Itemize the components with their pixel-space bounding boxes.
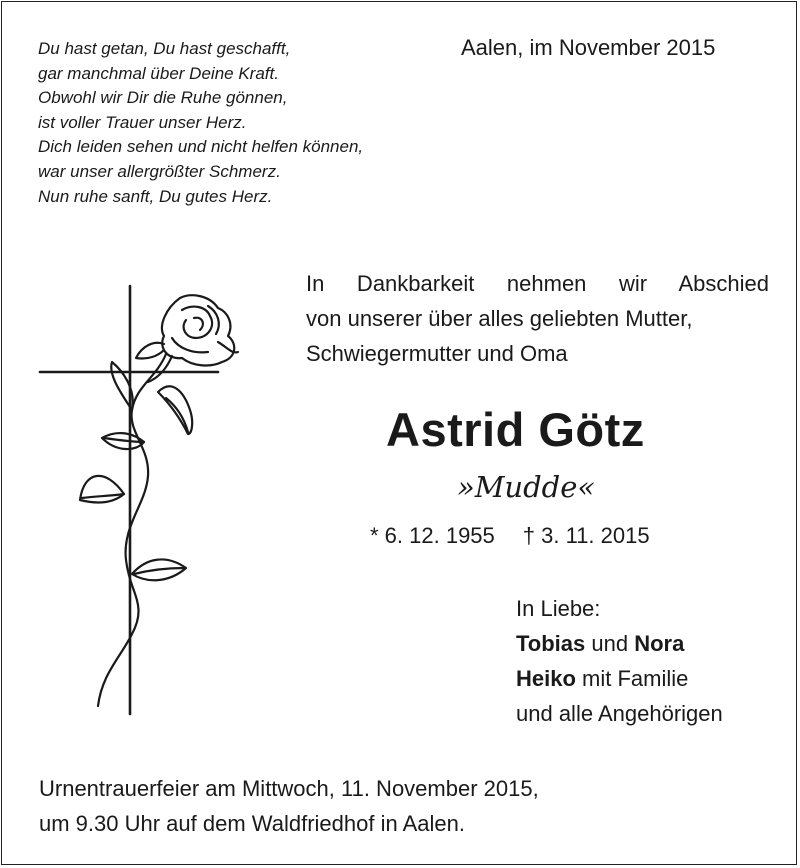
- intro-line: In Dankbarkeit nehmen wir Abschied: [306, 271, 769, 296]
- obituary-card: [1, 1, 797, 865]
- deceased-name: Astrid Götz: [386, 403, 645, 456]
- mourner-line: [516, 626, 723, 661]
- poem-line: ist voller Trauer unser Herz.: [38, 112, 247, 132]
- connector-text: und: [585, 631, 635, 656]
- intro-line: Schwiegermutter und Oma: [306, 341, 568, 366]
- place-and-date: Aalen, im November 2015: [461, 35, 716, 60]
- poem-line: war unser allergrößter Schmerz.: [38, 161, 281, 181]
- mourner-name: Nora: [634, 631, 685, 656]
- mourners-list: [516, 591, 723, 731]
- mourner-name: Tobias: [516, 631, 586, 656]
- ceremony-line: Urnentrauerfeier am Mittwoch, 11. November 2015,: [39, 776, 539, 801]
- ceremony-line: um 9.30 Uhr auf dem Waldfriedhof in Aalen.: [39, 811, 465, 836]
- poem-line: Dich leiden sehen und nicht helfen können,: [38, 137, 364, 157]
- birth-date: * 6. 12. 1955: [370, 523, 495, 548]
- poem-line: Du hast getan, Du hast geschafft,: [38, 39, 291, 58]
- farewell-intro: [306, 266, 769, 371]
- poem-line: gar manchmal über Deine Kraft.: [38, 63, 279, 83]
- mourner-line: und alle Angehörigen: [516, 701, 723, 726]
- intro-line: von unserer über alles geliebten Mutter,: [306, 306, 693, 331]
- memorial-poem: [38, 37, 363, 209]
- death-date: † 3. 11. 2015: [522, 523, 650, 548]
- life-dates: [370, 523, 650, 549]
- mourners-heading: In Liebe:: [516, 596, 601, 621]
- connector-text: mit Familie: [575, 666, 689, 691]
- mourner-name: Heiko: [516, 666, 576, 691]
- poem-line: Nun ruhe sanft, Du gutes Herz.: [38, 186, 273, 206]
- deceased-nickname: »Mudde«: [457, 470, 596, 504]
- mourner-line: [516, 661, 723, 696]
- cross-with-rose-icon: [32, 282, 252, 722]
- ceremony-info: [39, 771, 539, 841]
- poem-line: Obwohl wir Dir die Ruhe gönnen,: [38, 88, 288, 108]
